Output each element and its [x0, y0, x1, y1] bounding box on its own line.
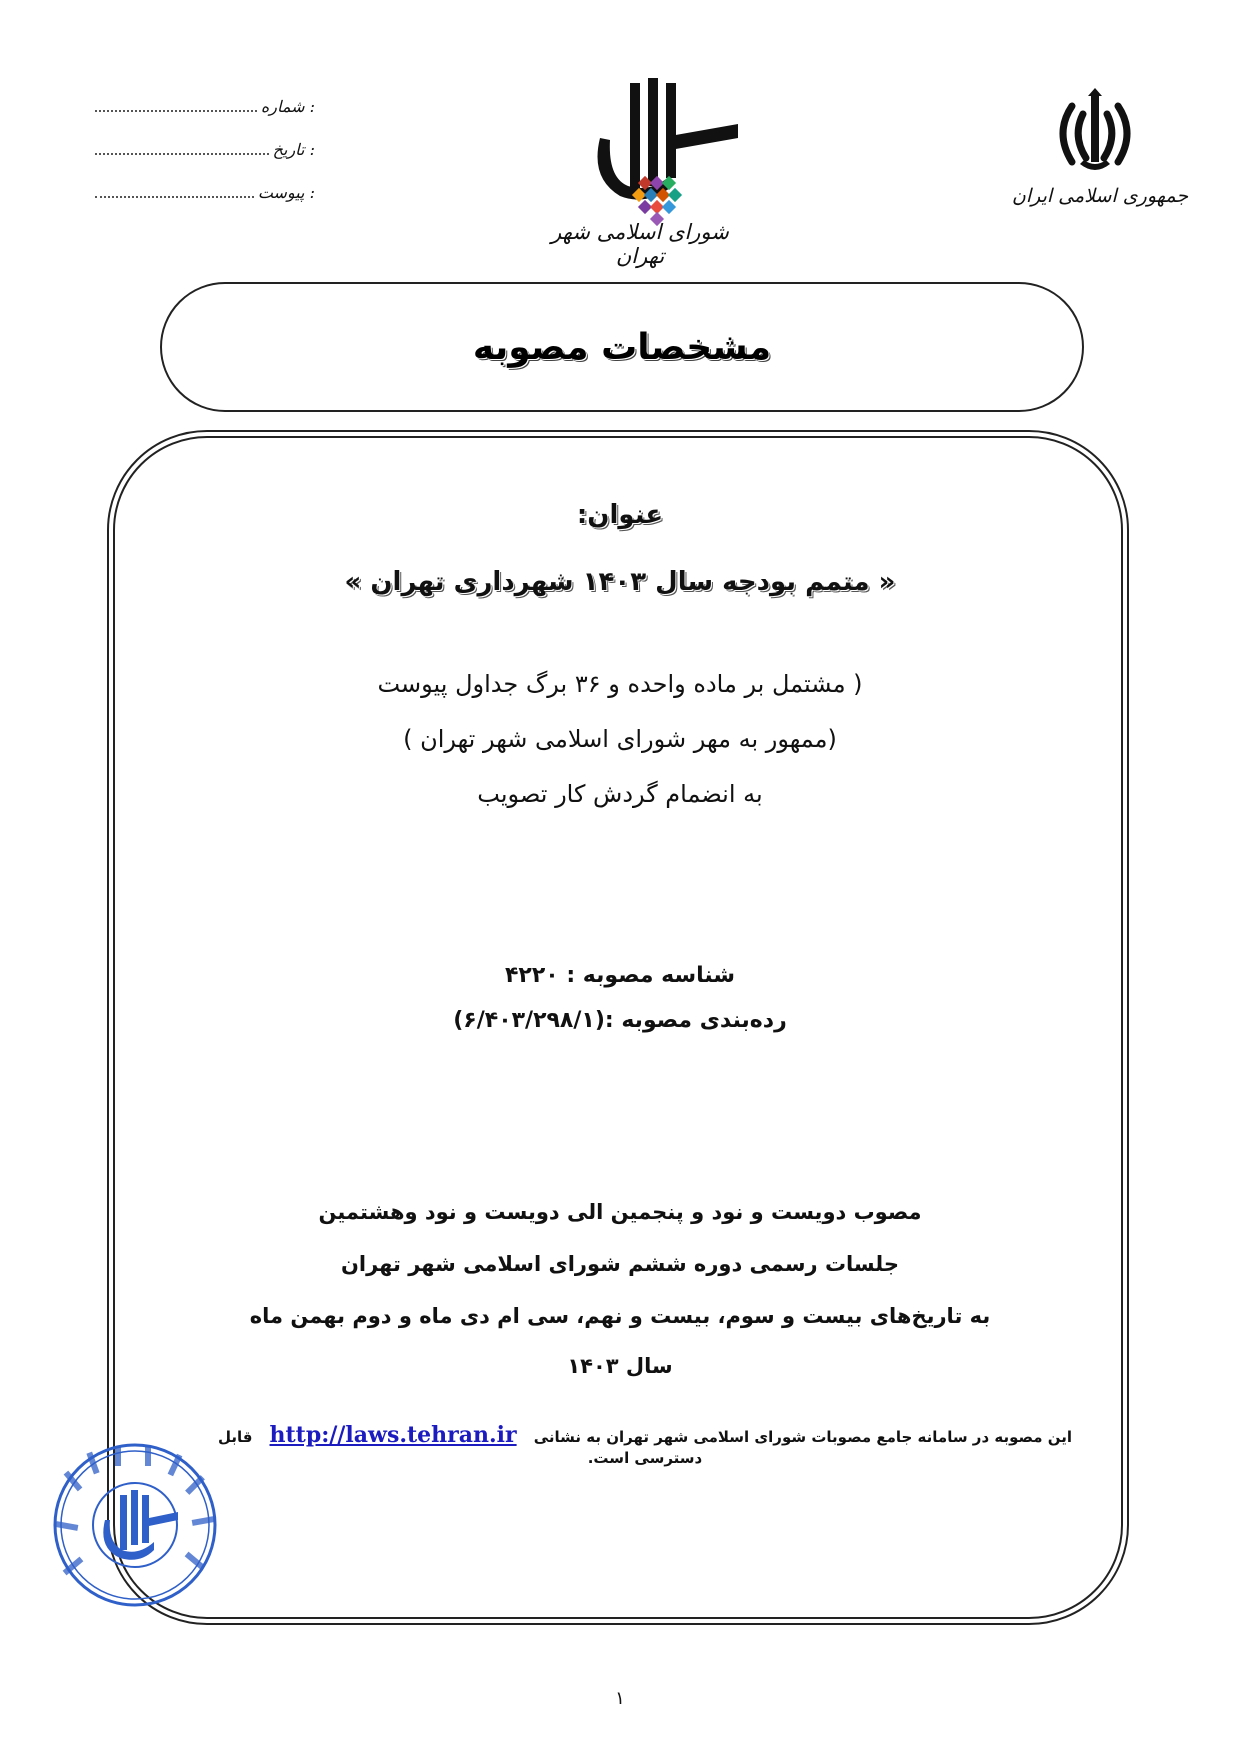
number-dotted-line — [95, 110, 257, 112]
attachment-label: پیوست : — [257, 183, 315, 202]
subject-title: « متمم بودجه سال ۱۴۰۳ شهرداری تهران » — [344, 567, 896, 597]
approval-line-4: سال ۱۴۰۳ — [567, 1354, 673, 1378]
detail-line-2: (ممهور به مهر شورای اسلامی شهر تهران ) — [403, 725, 837, 753]
subject-label: عنوان: — [576, 500, 664, 530]
laws-link[interactable]: http://laws.tehran.ir — [269, 1422, 517, 1448]
tehran-council-logo — [570, 78, 740, 228]
approval-line-2: جلسات رسمی دوره ششم شورای اسلامی شهر تهران — [340, 1252, 900, 1276]
date-label: تاریخ : — [272, 140, 315, 159]
resolution-id: شناسه مصوبه : ۴۲۲۰ — [504, 963, 736, 988]
attachment-field — [95, 178, 315, 202]
page-number: ۱ — [615, 1688, 625, 1709]
approval-line-1: مصوب دویست و نود و پنجمین الی دویست و نود وهشتمین — [318, 1200, 922, 1224]
detail-line-3: به انضمام گردش کار تصویب — [477, 780, 763, 808]
access-note-before: این مصوبه در سامانه جامع مصوبات شورای اسلامی شهر تهران به نشانی — [533, 1428, 1073, 1446]
detail-line-1: ( مشتمل بر ماده واحده و ۳۶ برگ جداول پیوست — [377, 670, 863, 698]
number-label: شماره : — [260, 97, 315, 116]
attachment-dotted-line — [95, 196, 254, 198]
page-title: مشخصات مصوبه — [472, 326, 772, 368]
council-logo-text: شورای اسلامی شهر تهران — [551, 220, 729, 268]
access-note-after: قابل دسترسی است. — [217, 1428, 703, 1467]
title-banner — [160, 282, 1084, 412]
date-field — [95, 135, 315, 159]
iran-emblem-icon — [1050, 88, 1140, 178]
access-note — [210, 1422, 1080, 1467]
date-dotted-line — [95, 153, 269, 155]
republic-label: جمهوری اسلامی ایران — [1011, 185, 1189, 207]
council-stamp — [50, 1440, 220, 1610]
number-field — [95, 92, 315, 116]
resolution-classification: رده‌بندی مصوبه :(۶/۴۰۳/۲۹۸/۱) — [453, 1008, 787, 1033]
approval-line-3: به تاریخ‌های بیست و سوم، بیست و نهم، سی ام دی ماه و دوم بهمن ماه — [249, 1304, 991, 1328]
